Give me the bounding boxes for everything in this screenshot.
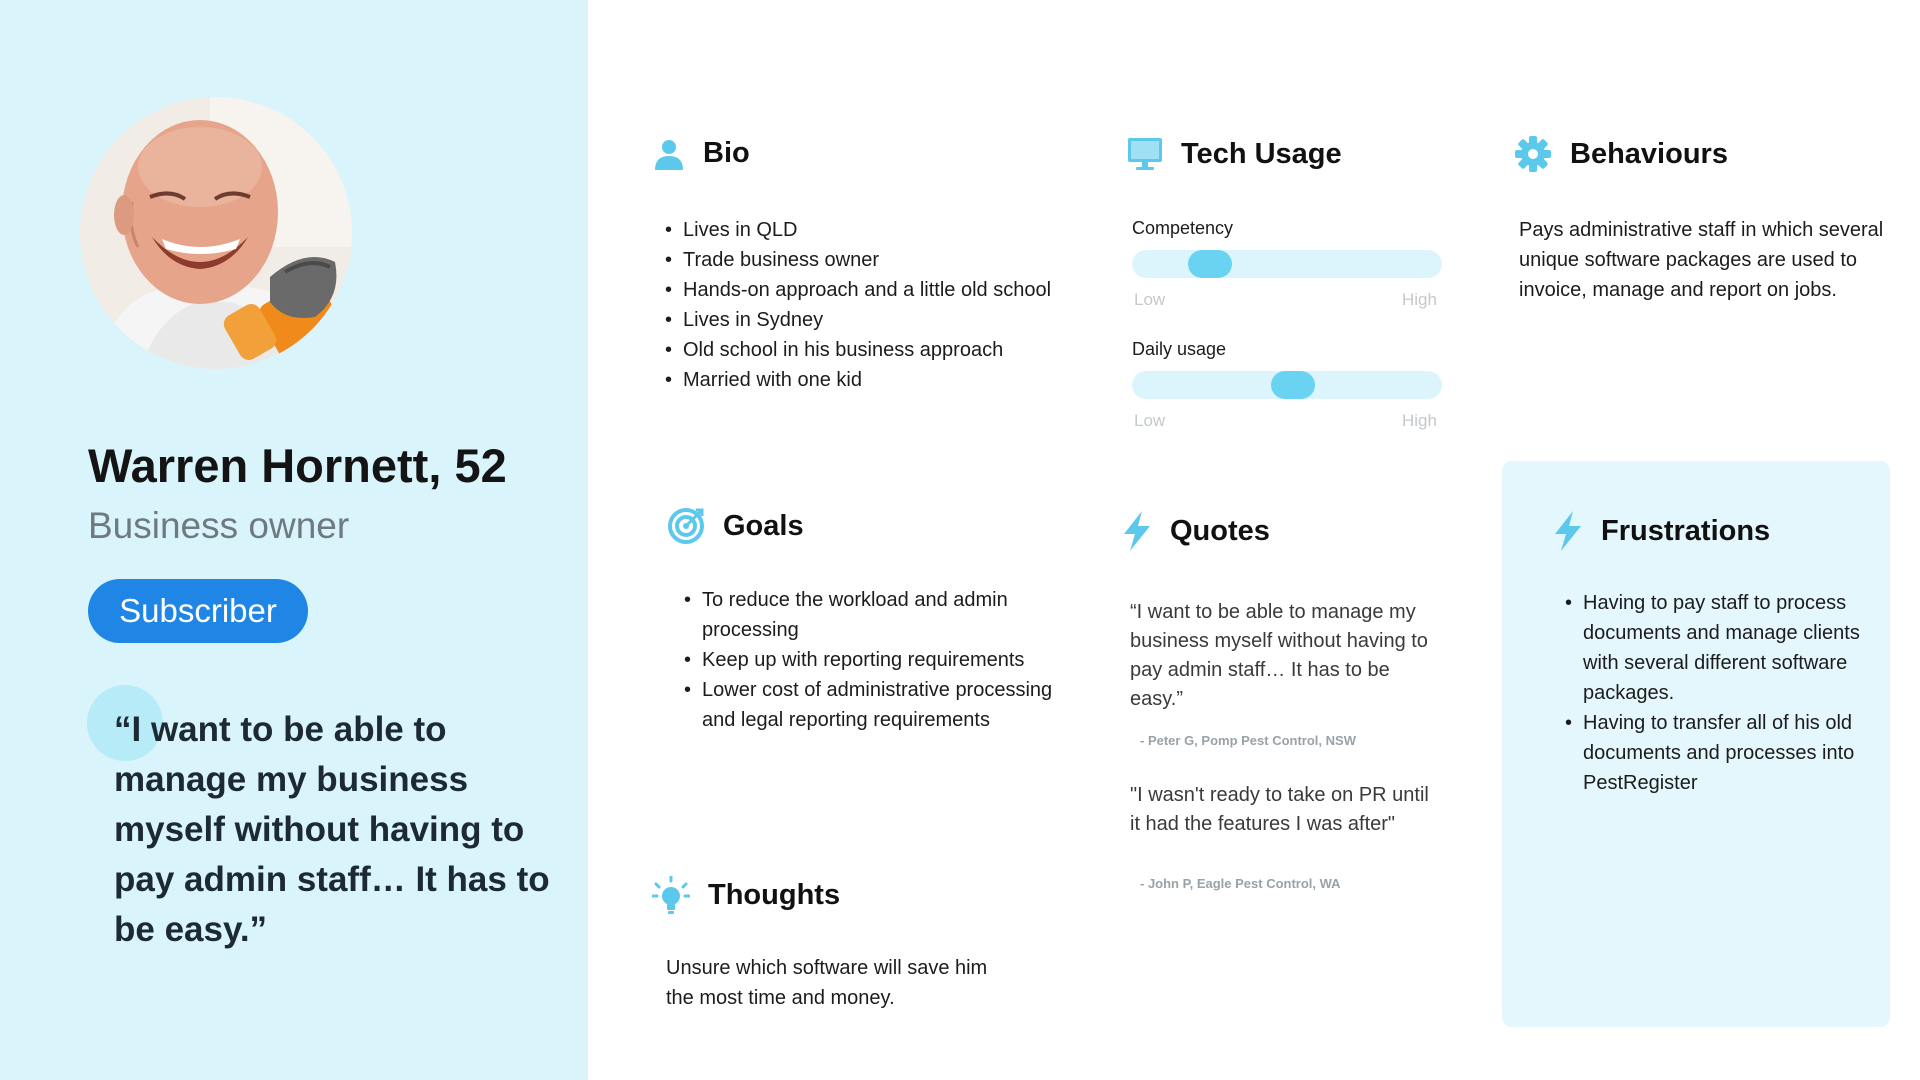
daily-usage-slider-thumb	[1271, 371, 1315, 399]
competency-slider	[1132, 250, 1442, 278]
person-icon	[653, 138, 685, 170]
list-item: • Keep up with reporting requirements	[684, 645, 1064, 675]
daily-usage-slider	[1132, 371, 1442, 399]
target-icon	[667, 507, 705, 545]
goals-title: Goals	[723, 509, 804, 542]
daily-usage-label: Daily usage	[1132, 339, 1227, 359]
avatar	[80, 97, 352, 369]
lightbulb-icon	[652, 876, 690, 914]
lightning-icon	[1122, 511, 1152, 551]
behaviours-header	[1514, 135, 1728, 173]
quote-author: - Peter G, Pomp Pest Control, NSW	[1140, 733, 1356, 748]
tech-usage-title: Tech Usage	[1181, 137, 1342, 170]
thoughts-header	[652, 876, 840, 914]
gear-icon	[1514, 135, 1552, 173]
thoughts-title: Thoughts	[708, 878, 841, 911]
list-item: • Lives in QLD	[665, 215, 1065, 245]
quote-text: “I want to be able to manage my business myself without having to pay admin staff… It has to be easy.”	[1130, 601, 1428, 710]
tech-usage-header	[1127, 137, 1342, 171]
bio-title: Bio	[703, 137, 750, 169]
list-item: • Married with one kid	[665, 365, 1065, 395]
thoughts-text: Unsure which software will save him the most time and money.	[666, 957, 988, 1009]
list-item: • Hands-on approach and a little old school	[665, 275, 1065, 305]
goals-header	[667, 507, 804, 545]
frustrations-header	[1553, 511, 1770, 551]
bio-list	[665, 215, 1065, 395]
frustrations-list	[1565, 588, 1865, 798]
lightning-icon	[1553, 511, 1583, 551]
daily-usage-low-label: Low	[1134, 411, 1166, 430]
list-item: • Trade business owner	[665, 245, 1065, 275]
list-item: • Lower cost of administrative processing and legal reporting requirements	[684, 675, 1064, 735]
list-item: • To reduce the workload and admin processing	[684, 585, 1064, 645]
persona-quote: “I want to be able to manage my business myself without having to pay admin staff… It has to be easy.”	[114, 710, 550, 949]
monitor-icon	[1127, 137, 1163, 171]
list-item: • Having to transfer all of his old documents and processes into PestRegister	[1565, 708, 1865, 798]
bio-header	[653, 137, 750, 170]
list-item: • Having to pay staff to process documents and manage clients with several different software packages.	[1565, 588, 1865, 708]
behaviours-title: Behaviours	[1570, 137, 1728, 170]
quote-text: "I wasn't ready to take on PR until it had the features I was after"	[1130, 784, 1429, 835]
quotes-title: Quotes	[1170, 514, 1270, 547]
list-item: • Old school in his business approach	[665, 335, 1065, 365]
persona-name: Warren Hornett, 52	[88, 439, 507, 492]
subscriber-badge: Subscriber	[88, 579, 308, 643]
list-item: • Lives in Sydney	[665, 305, 1065, 335]
competency-high-label: High	[1402, 290, 1437, 309]
competency-low-label: Low	[1134, 290, 1166, 309]
behaviours-text: Pays administrative staff in which several unique software packages are used to invoice, manage and report on jobs.	[1519, 219, 1884, 301]
quote-author: - John P, Eagle Pest Control, WA	[1140, 876, 1341, 891]
competency-label: Competency	[1132, 218, 1234, 238]
frustrations-title: Frustrations	[1601, 514, 1771, 547]
goals-list	[684, 585, 1064, 735]
competency-slider-thumb	[1188, 250, 1232, 278]
persona-role: Business owner	[88, 505, 350, 546]
quotes-header	[1122, 511, 1270, 551]
daily-usage-high-label: High	[1402, 411, 1437, 430]
